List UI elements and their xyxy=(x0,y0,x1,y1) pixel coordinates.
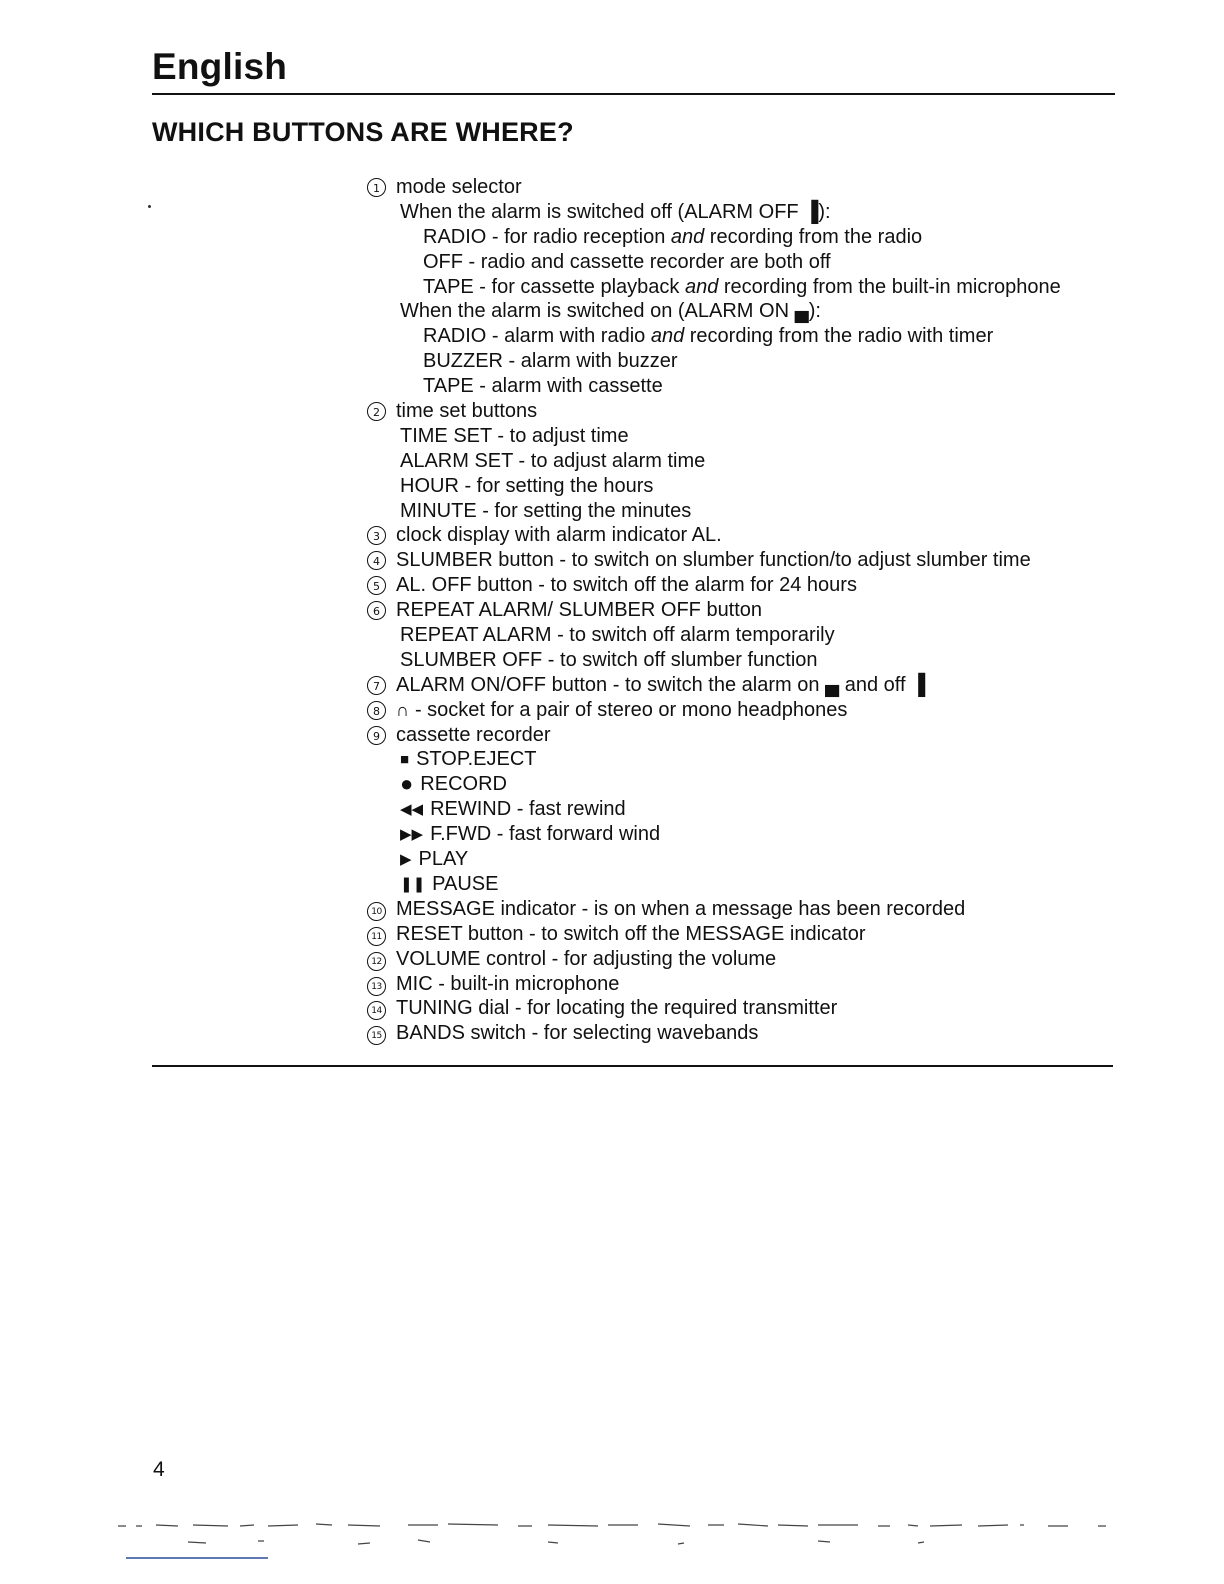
item-label: ALARM ON/OFF button - to switch the alarm on ▄ and off ▐ xyxy=(396,673,926,696)
sub-item xyxy=(367,324,1127,349)
item-label: RESET button - to switch off the MESSAGE indicator xyxy=(396,922,866,945)
scan-speck xyxy=(148,205,151,208)
item-label: MESSAGE indicator - is on when a message has been recorded xyxy=(396,897,966,920)
sub-heading: When the alarm is switched on (ALARM ON ▄): xyxy=(400,300,821,323)
item-label: BANDS switch - for selecting wavebands xyxy=(396,1022,759,1045)
sub-item-text: REWIND - fast rewind xyxy=(430,798,626,821)
item-label: TUNING dial - for locating the required transmitter xyxy=(396,997,838,1020)
item-label: VOLUME control - for adjusting the volume xyxy=(396,947,777,970)
sub-item: REPEAT ALARM - to switch off alarm temporarily xyxy=(400,624,835,647)
footer-rule xyxy=(152,1065,1113,1067)
sub-item-text: recording from the radio xyxy=(704,225,923,248)
page-number: 4 xyxy=(153,1458,165,1481)
sub-item xyxy=(367,747,1127,772)
item-label: time set buttons xyxy=(396,400,538,423)
item-number-9: 9 xyxy=(367,726,386,745)
item-number-14: 14 xyxy=(367,1001,386,1020)
rewind-icon: ◀◀ xyxy=(400,801,424,819)
item-number-4: 4 xyxy=(367,551,386,570)
list-item-10 xyxy=(367,897,1127,922)
sub-item: SLUMBER OFF - to switch off slumber function xyxy=(400,648,818,671)
item-number-11: 11 xyxy=(367,927,386,946)
item-label: cassette recorder xyxy=(396,723,551,746)
item-number-13: 13 xyxy=(367,977,386,996)
sub-item xyxy=(367,225,1127,250)
item-number-6: 6 xyxy=(367,601,386,620)
sub-item-emphasis: and xyxy=(684,275,719,298)
item-number-7: 7 xyxy=(367,676,386,695)
list-item-4 xyxy=(367,548,1127,573)
item-label: SLUMBER button - to switch on slumber function/to adjust slumber time xyxy=(396,549,1031,572)
list-item-12 xyxy=(367,947,1127,972)
list-item-2 xyxy=(367,399,1127,424)
item-number-5: 5 xyxy=(367,576,386,595)
list-item-15 xyxy=(367,1021,1127,1046)
list-item-7 xyxy=(367,673,1127,698)
sub-item-text: recording from the built-in microphone xyxy=(718,275,1061,298)
sub-item xyxy=(367,822,1127,847)
item-number-8: 8 xyxy=(367,701,386,720)
sub-item: MINUTE - for setting the minutes xyxy=(400,499,692,522)
pause-icon: ❚❚ xyxy=(400,875,426,893)
list-item-8 xyxy=(367,698,1127,723)
sub-item: TAPE - alarm with cassette xyxy=(423,375,663,398)
item-number-10: 10 xyxy=(367,902,386,921)
item-number-2: 2 xyxy=(367,402,386,421)
sub-item-text: RADIO - alarm with radio xyxy=(423,325,651,348)
buttons-list xyxy=(367,175,1127,1046)
item-number-1: 1 xyxy=(367,178,386,197)
item-label: mode selector xyxy=(396,176,522,198)
sub-item xyxy=(367,872,1127,897)
sub-item-text: RADIO - for radio reception xyxy=(423,225,671,248)
sub-item: BUZZER - alarm with buzzer xyxy=(423,350,678,373)
sub-item xyxy=(367,797,1127,822)
header-rule xyxy=(152,93,1115,95)
section-heading: WHICH BUTTONS ARE WHERE? xyxy=(152,117,574,147)
sub-heading: When the alarm is switched off (ALARM OFF ▐): xyxy=(400,200,831,223)
sub-item-text: PLAY xyxy=(418,848,469,871)
sub-item: ALARM SET - to adjust alarm time xyxy=(400,449,706,472)
sub-item: HOUR - for setting the hours xyxy=(400,474,654,497)
item-label: REPEAT ALARM/ SLUMBER OFF button xyxy=(396,599,763,622)
sub-item-text: PAUSE xyxy=(432,872,499,895)
item-label: MIC - built-in microphone xyxy=(396,972,620,995)
scan-artifacts xyxy=(118,1522,1108,1562)
list-item-6 xyxy=(367,598,1127,623)
item-label: - socket for a pair of stereo or mono headphones xyxy=(414,698,848,721)
list-item-11 xyxy=(367,922,1127,947)
sub-item: TIME SET - to adjust time xyxy=(400,424,629,447)
item-number-15: 15 xyxy=(367,1026,386,1045)
sub-item-emphasis: and xyxy=(670,225,705,248)
item-label: clock display with alarm indicator AL. xyxy=(396,524,722,547)
sub-item xyxy=(367,275,1127,300)
language-title: English xyxy=(152,46,288,87)
list-item-9 xyxy=(367,723,1127,748)
sub-item: OFF - radio and cassette recorder are both off xyxy=(423,250,831,273)
list-item-13 xyxy=(367,972,1127,997)
list-item-1 xyxy=(367,175,1127,200)
record-icon: ● xyxy=(400,771,414,797)
item-number-3: 3 xyxy=(367,526,386,545)
list-item-3 xyxy=(367,523,1127,548)
item-number-12: 12 xyxy=(367,952,386,971)
sub-item xyxy=(367,772,1127,797)
play-icon: ▶ xyxy=(400,851,412,869)
sub-item-emphasis: and xyxy=(650,325,685,348)
list-item-5 xyxy=(367,573,1127,598)
sub-item-text: recording from the radio with timer xyxy=(684,325,994,348)
list-item-14 xyxy=(367,996,1127,1021)
sub-item-text: STOP.EJECT xyxy=(416,748,537,771)
stop-icon: ■ xyxy=(400,751,410,769)
sub-item-text: RECORD xyxy=(420,773,507,796)
headphones-icon: ∩ xyxy=(396,699,409,720)
fast-forward-icon: ▶▶ xyxy=(400,826,424,844)
sub-item-text: F.FWD - fast forward wind xyxy=(430,823,661,846)
item-label: AL. OFF button - to switch off the alarm for 24 hours xyxy=(396,574,857,597)
sub-item-text: TAPE - for cassette playback xyxy=(423,275,685,298)
sub-item xyxy=(367,847,1127,872)
